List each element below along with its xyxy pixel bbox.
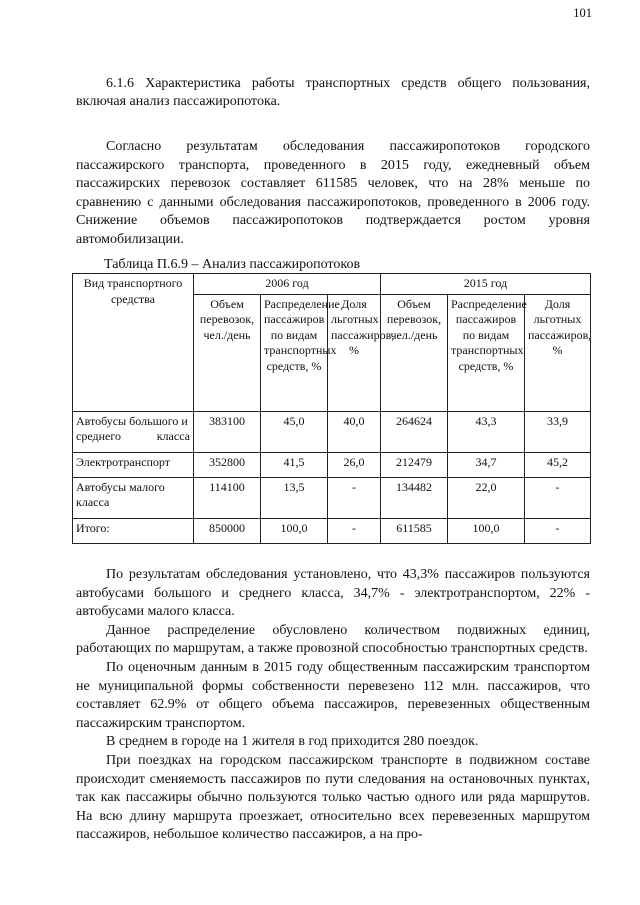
header-privileged-2015: Доля льготных пассажиров, % <box>525 294 591 411</box>
table-row <box>73 452 591 477</box>
table-row-total <box>73 518 591 543</box>
cell-distribution-2015: 100,0 <box>448 518 525 543</box>
cell-privileged-2006: - <box>328 518 381 543</box>
row-name: Электротранспорт <box>73 452 194 477</box>
body-text <box>76 566 590 845</box>
table-row <box>73 477 591 518</box>
cell-volume-2006: 383100 <box>194 411 261 452</box>
page-number: 101 <box>573 6 592 20</box>
cell-privileged-2015: 33,9 <box>525 411 591 452</box>
paragraph: При поездках на городском пассажирском транспорте в подвижном составе происходит сменяемость пассажиров по пути следования на остановочных пунктах, так как пассажиры обычно пользуются только частью одного или ряда маршрутов. На всю длину маршрута проезжает, относительно всех перевезенных маршрутом пассажиров, небольшое количество пассажиров, а на про- <box>76 752 590 843</box>
paragraph: В среднем в городе на 1 жителя в год приходится 280 поездок. <box>106 734 479 750</box>
header-distribution-2006: Распределение пассажиров по видам транспортных средств, % <box>261 294 328 411</box>
header-volume-2006: Объем перевозок, чел./день <box>194 294 261 411</box>
section-heading: 6.1.6 Характеристика работы транспортных средств общего пользования, включая анализ пассажиропотока. <box>76 76 590 109</box>
cell-distribution-2006: 45,0 <box>261 411 328 452</box>
header-privileged-2006: Доля льготных пассажиров, % <box>328 294 381 411</box>
row-name: Итого: <box>73 518 194 543</box>
cell-privileged-2015: 45,2 <box>525 452 591 477</box>
cell-distribution-2006: 13,5 <box>261 477 328 518</box>
cell-volume-2006: 114100 <box>194 477 261 518</box>
cell-privileged-2015: - <box>525 518 591 543</box>
intro-paragraph: Согласно результатам обследования пассажиропотоков городского пассажирского транспорта, проведенного в 2015 году, ежедневный объем пассажирских перевозок составляет 611585 человек, что на 28% меньше по сравнению с данными обследования пассажиропотоков, проведенного в 2006 году. Снижение объемов пассажиропотоков подтверждается ростом уровня автомобилизации. <box>76 139 590 247</box>
paragraph: Данное распределение обусловлено количеством подвижных единиц, работающих по маршрутам, а также провозной способностью транспортных средств. <box>76 622 590 657</box>
header-year-2015: 2015 год <box>381 274 591 295</box>
cell-privileged-2006: - <box>328 477 381 518</box>
row-name: Автобусы большого и среднего класса <box>73 411 194 452</box>
cell-distribution-2015: 34,7 <box>448 452 525 477</box>
row-name: Автобусы малого класса <box>73 477 194 518</box>
cell-privileged-2006: 26,0 <box>328 452 381 477</box>
table-row <box>73 411 591 452</box>
table-caption: Таблица П.6.9 – Анализ пассажиропотоков <box>104 257 361 272</box>
cell-volume-2015: 264624 <box>381 411 448 452</box>
header-distribution-2015: Распределение пассажиров по видам транспортных средств, % <box>448 294 525 411</box>
cell-volume-2006: 352800 <box>194 452 261 477</box>
cell-distribution-2015: 22,0 <box>448 477 525 518</box>
paragraph: По результатам обследования установлено, что 43,3% пассажиров пользуются автобусами большого и среднего класса, 34,7% - электротранспортом, 22% - автобусами малого класса. <box>76 567 590 620</box>
header-vehicle-type: Вид транспортного средства <box>73 274 194 412</box>
cell-distribution-2006: 100,0 <box>261 518 328 543</box>
cell-volume-2015: 611585 <box>381 518 448 543</box>
passenger-flow-table <box>72 273 591 544</box>
cell-distribution-2006: 41,5 <box>261 452 328 477</box>
cell-volume-2015: 212479 <box>381 452 448 477</box>
cell-distribution-2015: 43,3 <box>448 411 525 452</box>
cell-privileged-2015: - <box>525 477 591 518</box>
cell-volume-2006: 850000 <box>194 518 261 543</box>
paragraph: По оценочным данным в 2015 году общественным пассажирским транспортом не муниципальной формы собственности перевезено 112 млн. пассажиров, что составляет 62.9% от общего объема пассажиров, перевезенных общественным пассажирским транспортом. <box>76 659 590 731</box>
cell-volume-2015: 134482 <box>381 477 448 518</box>
cell-privileged-2006: 40,0 <box>328 411 381 452</box>
header-volume-2015: Объем перевозок, чел./день <box>381 294 448 411</box>
header-year-2006: 2006 год <box>194 274 381 295</box>
